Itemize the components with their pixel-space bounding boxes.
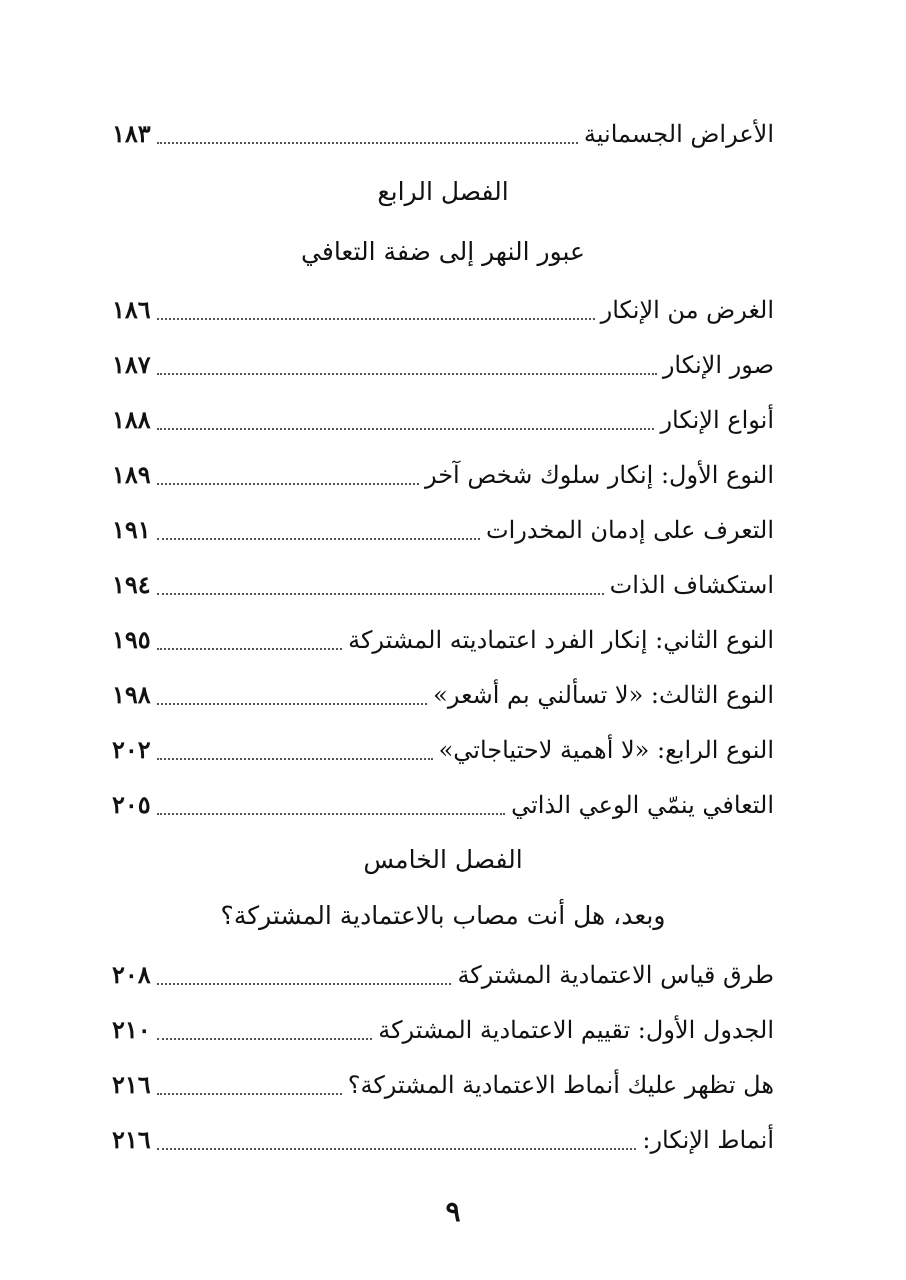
toc-entry — [112, 510, 774, 550]
toc-entry-title: استكشاف الذات — [609, 571, 774, 599]
toc-entry — [112, 400, 774, 440]
chapter-title: وبعد، هل أنت مصاب بالاعتمادية المشتركة؟ — [220, 901, 666, 930]
toc-entry-title: النوع الثاني: إنكار الفرد اعتماديته المشتركة — [348, 626, 774, 654]
toc-entry — [112, 620, 774, 660]
dot-leader — [157, 1148, 637, 1150]
dot-leader — [157, 703, 427, 705]
toc-entry-title: التعرف على إدمان المخدرات — [485, 516, 774, 544]
toc-entry-title: الأعراض الجسمانية — [583, 120, 774, 148]
toc-entry-page: ٢١٦ — [112, 1070, 151, 1099]
dot-leader — [157, 813, 505, 815]
toc-entry-page: ١٨٧ — [112, 350, 151, 379]
toc-entry — [112, 565, 774, 605]
dot-leader — [157, 593, 604, 595]
toc-entry — [112, 1120, 774, 1160]
toc-entry-title: الغرض من الإنكار — [600, 296, 774, 324]
toc-entry-page: ١٩٨ — [112, 680, 151, 709]
toc-entry-title: أنماط الإنكار: — [642, 1126, 774, 1154]
toc-entry-title: هل تظهر عليك أنماط الاعتمادية المشتركة؟ — [347, 1071, 774, 1099]
toc-entry-page: ١٩٤ — [112, 570, 151, 599]
toc-entry-page: ٢٠٢ — [112, 735, 151, 764]
dot-leader — [157, 1038, 373, 1040]
toc-entry-page: ٢٠٨ — [112, 960, 151, 989]
toc-entry-page: ١٩١ — [112, 515, 151, 544]
toc-entry — [112, 675, 774, 715]
toc-entry-page: ١٨٩ — [112, 460, 151, 489]
dot-leader — [157, 318, 595, 320]
toc-entry — [112, 1065, 774, 1105]
toc-entry-title: النوع الأول: إنكار سلوك شخص آخر — [424, 461, 774, 489]
dot-leader — [157, 538, 480, 540]
toc-entry — [112, 955, 774, 995]
chapter-label: الفصل الخامس — [363, 845, 523, 874]
toc-entry-title: طرق قياس الاعتمادية المشتركة — [457, 961, 774, 989]
toc-entry-page: ٢١٦ — [112, 1125, 151, 1154]
toc-entry-title: الجدول الأول: تقييم الاعتمادية المشتركة — [378, 1016, 774, 1044]
dot-leader — [157, 1093, 342, 1095]
dot-leader — [157, 373, 657, 375]
toc-entry-page: ١٨٣ — [112, 119, 151, 148]
dot-leader — [157, 142, 578, 144]
toc-entry-title: أنواع الإنكار — [660, 406, 774, 434]
toc-entry — [112, 345, 774, 385]
chapter-label: الفصل الرابع — [377, 177, 509, 206]
toc-entry-page: ٢١٠ — [112, 1015, 151, 1044]
toc-entry-page: ١٨٨ — [112, 405, 151, 434]
dot-leader — [157, 428, 655, 430]
toc-entry — [112, 114, 774, 154]
toc-entry — [112, 1010, 774, 1050]
dot-leader — [157, 483, 419, 485]
toc-entry-title: صور الإنكار — [662, 351, 774, 379]
toc-entry-page: ١٨٦ — [112, 295, 151, 324]
toc-entry-title: النوع الثالث: «لا تسألني بم أشعر» — [433, 681, 774, 709]
toc-entry — [112, 290, 774, 330]
toc-entry — [112, 785, 774, 825]
toc-entry — [112, 730, 774, 770]
dot-leader — [157, 983, 452, 985]
chapter-title: عبور النهر إلى ضفة التعافي — [301, 237, 585, 266]
toc-entry-page: ٢٠٥ — [112, 790, 151, 819]
dot-leader — [157, 758, 433, 760]
toc-entry-title: النوع الرابع: «لا أهمية لاحتياجاتي» — [438, 736, 774, 764]
toc-entry-title: التعافي ينمّي الوعي الذاتي — [511, 791, 774, 819]
toc-entry-page: ١٩٥ — [112, 625, 151, 654]
toc-entry — [112, 455, 774, 495]
dot-leader — [157, 648, 342, 650]
page-number: ٩ — [445, 1195, 461, 1228]
